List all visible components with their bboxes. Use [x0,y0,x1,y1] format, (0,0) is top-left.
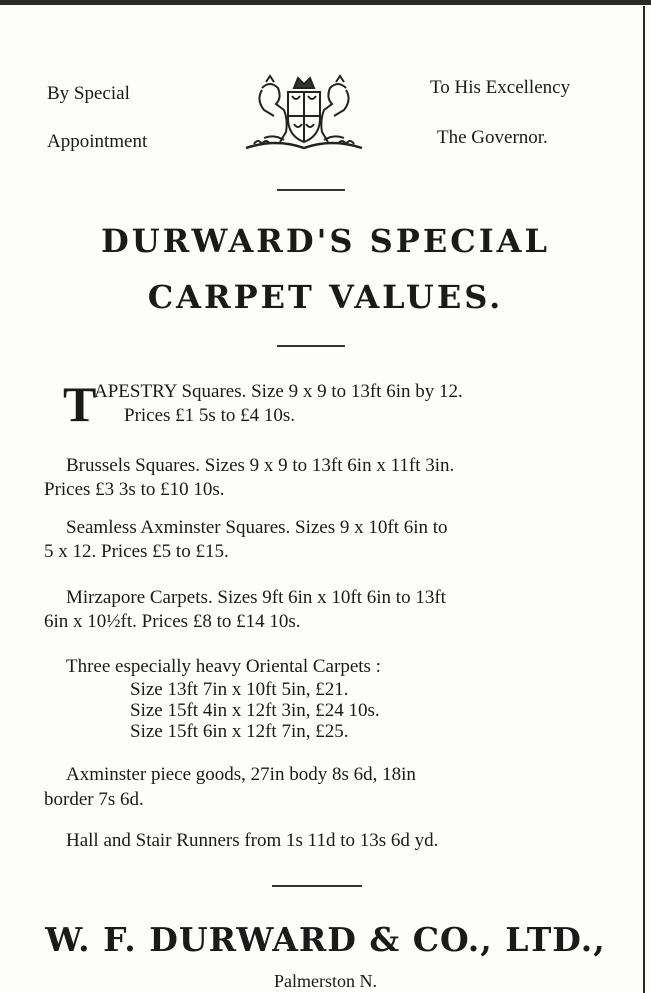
brussels-line1: Brussels Squares. Sizes 9 x 9 to 13ft 6in x 11ft 3in. [66,455,455,476]
by-special-text: By Special [47,83,130,104]
royal-coat-of-arms-icon [240,68,368,154]
top-border [0,0,651,5]
divider [272,885,362,887]
tapestry-line2: Prices £1 5s to £4 10s. [124,405,295,426]
oriental-size-2: Size 15ft 4in x 12ft 3in, £24 10s. [130,700,380,721]
excellency-text: To His Excellency [430,77,571,98]
drop-cap: T [63,376,97,432]
mirzapore-line1: Mirzapore Carpets. Sizes 9ft 6in x 10ft 6in to 13ft [66,587,446,608]
axminster-line1: Seamless Axminster Squares. Sizes 9 x 10ft 6in to [66,517,448,538]
oriental-size-1: Size 13ft 7in x 10ft 5in, £21. [130,679,349,700]
governor-text: The Governor. [437,127,548,148]
company-name: W. F. DURWARD & CO., LTD., [45,920,606,959]
mirzapore-line2: 6in x 10½ft. Prices £8 to £14 10s. [44,611,301,632]
divider [277,189,345,191]
oriental-size-3: Size 15ft 6in x 12ft 7in, £25. [130,721,349,742]
axminster-line2: 5 x 12. Prices £5 to £15. [44,541,229,562]
piece-goods-line2: border 7s 6d. [44,789,144,810]
oriental-heading: Three especially heavy Oriental Carpets : [66,656,381,677]
right-border [643,6,645,993]
piece-goods-line1: Axminster piece goods, 27in body 8s 6d, 18in [66,764,416,785]
tapestry-line1: APESTRY Squares. Size 9 x 9 to 13ft 6in by 12. [94,381,463,402]
page-title-line2: CARPET VALUES. [147,278,504,316]
town-name: Palmerston N. [274,971,377,991]
divider [277,345,345,347]
brussels-line2: Prices £3 3s to £10 10s. [44,479,225,500]
appointment-text: Appointment [47,131,148,152]
page-title-line1: DURWARD'S SPECIAL [101,222,550,260]
runners-line: Hall and Stair Runners from 1s 11d to 13s 6d yd. [66,830,439,851]
